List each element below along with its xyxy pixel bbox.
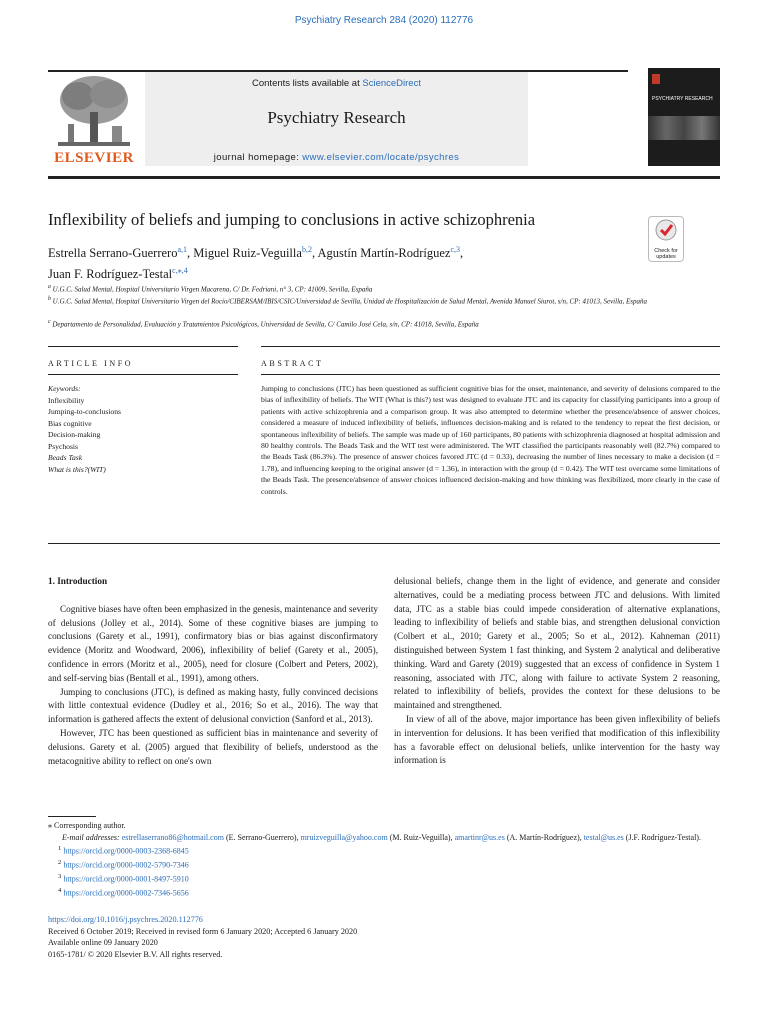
article-info-heading: ARTICLE INFO <box>48 359 134 368</box>
doi-link[interactable]: https://doi.org/10.1016/j.psychres.2020.112776 <box>48 915 203 924</box>
keyword: Decision-making <box>48 430 101 439</box>
abstract-rule <box>261 346 720 347</box>
abstract-subrule <box>261 374 720 375</box>
online-date: Available online 09 January 2020 <box>48 938 158 947</box>
body-top-rule <box>48 543 720 544</box>
copyright: 0165-1781/ © 2020 Elsevier B.V. All rights reserved. <box>48 949 223 959</box>
abstract-heading: ABSTRACT <box>261 359 324 368</box>
body-right-column <box>394 575 720 768</box>
author[interactable]: Miguel Ruiz-Veguilla$^{b,2}$ <box>193 245 312 261</box>
article-info-subrule <box>48 374 238 375</box>
keywords-block <box>48 383 228 475</box>
footnotes: ⁎ Corresponding author. E-mail addresses: estrellaserrano86@hotmail.com (E. Serrano-Guerrero), mruizveguilla@yahoo.com (M. Ruiz-Veguilla), amartinr@us.es (A. Martín-Rodríguez), testal@us.es (J.F. Rodríguez-Testal). $^1$ https://orcid.org/0000-0003-2368-6845 $^2$ https://orcid.org/0000-0002-5790-7346 $^3$ https://orcid.org/0000-0001-8497-5910 $^4$ https://orcid.org/0000-0002-7346-5656 <box>48 820 720 900</box>
orcid-link[interactable]: https://orcid.org/0000-0003-2368-6845 <box>63 846 189 856</box>
header-bottom-rule <box>48 176 720 179</box>
abstract-text: Jumping to conclusions (JTC) has been questioned as sufficient cognitive bias for the onset, maintenance, and severity of delusions compared to the bias of inflexibility of beliefs. The WIT (What is this?) test was designed to evaluate JTC and its capacity for classifying participants into a group of patients with active schizophrenia and a comparison group. It was also attempted to determine whether the presence/absence of answer choices, considered a measure of induced inflexibility of beliefs, influences decision-making and is related to the tendency to repeat the first decision, or spontaneous inflexibility of beliefs. The sample was made up of 160 participants, 80 patients with schizophrenia diagnosed at hospital admission and 80 healthy controls. The Beads Task and the WIT test were administered. The WIT classified the participants reasonably well (82.7%) compared to the Beads Task (86.3%). The presence of answer choices favored JTC (d = 0.33), decreasing the number of lines necessary to make a decision (d = 1.78), and influencing keeping to the original answer (d = 1.36), in interaction with the group (d = 0.42). The WIT test overcame some limitations of the Beads Task. The presence/absence of answer choices influenced decision-making and how thinking was flexibilized, more clearly in the case of controls. <box>261 384 720 496</box>
email-link[interactable]: amartinr@us.es <box>454 832 505 842</box>
body-paragraph: However, JTC has been questioned as sufficient bias in maintenance and severity of delusions. Garety et al. (2005) argued that flexibility of beliefs, understood as the metacognitive ability to reflect on one's own <box>48 727 378 766</box>
orcid-note: $^3$ https://orcid.org/0000-0001-8497-5910 <box>58 873 189 884</box>
homepage-prefix: journal homepage: <box>213 152 303 163</box>
author[interactable]: Juan F. Rodríguez-Testal$^{c,⁎,4}$ <box>48 266 188 282</box>
cover-title: PSYCHIATRY RESEARCH <box>652 96 713 102</box>
article-info-rule <box>48 346 238 347</box>
keyword: Jumping-to-conclusions <box>48 407 121 416</box>
journal-reference[interactable]: Psychiatry Research 284 (2020) 112776 <box>294 15 474 26</box>
received-dates: Received 6 October 2019; Received in revised form 6 January 2020; Accepted 6 January 2020 <box>48 926 358 936</box>
footnote-rule <box>48 816 96 817</box>
email-label: E-mail addresses: <box>62 832 122 842</box>
email-link[interactable]: testal@us.es <box>583 832 624 842</box>
body-left-column <box>48 575 378 768</box>
email-link[interactable]: estrellaserrano86@hotmail.com <box>121 832 224 842</box>
affiliation: $^b$ U.G.C. Salud Mental, Hospital Universitario Virgen del Rocío/CIBERSAM/IBIS/CSIC/Universidad de Sevilla, Unidad de Hospitalización de Salud Mental, Avenida Manuel Siurot, s/n, CP: 41013, Sevilla, España <box>48 296 648 306</box>
keywords-label: Keywords: <box>48 384 81 393</box>
contents-line <box>145 78 528 89</box>
orcid-link[interactable]: https://orcid.org/0000-0001-8497-5910 <box>63 874 189 884</box>
orcid-note: $^1$ https://orcid.org/0000-0003-2368-6845 <box>58 845 189 856</box>
journal-cover-thumbnail[interactable] <box>648 68 720 166</box>
orcid-note: $^2$ https://orcid.org/0000-0002-5790-7346 <box>58 859 189 870</box>
keyword: Beads Task <box>48 453 83 462</box>
sciencedirect-link[interactable]: ScienceDirect <box>362 78 421 89</box>
keyword: Psychosis <box>48 441 78 451</box>
article-title: Inflexibility of beliefs and jumping to conclusions in active schizophrenia <box>48 210 536 229</box>
body-paragraph: delusional beliefs, change them in the light of evidence, and generate and consider alternatives, could be a mediating process between JTC and delusions. With limited data, JTC as a stable bias could impede consideration of alternative explanations, leading to inflexibility of beliefs and stable bias, and strengthen delusional conviction (Colbert et al., 2010; Garety et al., 2005; So et al., 2012). Kahneman (2011) distinguished between System 1 fast thinking, and System 2 analytical and deliberative thinking. Ward and Garety (2019) suggested that an excess of confidence in System 1 reasoning, associated with JTC, along with failure to activate System 2 reasoning, related to inflexibility of beliefs, provides the context for these delusions to be maintained and strengthened. <box>394 576 720 711</box>
author[interactable]: Estrella Serrano-Guerrero$^{a,1}$ <box>48 245 188 261</box>
journal-name: Psychiatry Research <box>267 108 406 127</box>
body-paragraph: Jumping to conclusions (JTC), is defined as making hasty, fully convinced decisions with little contextual evidence (Dudley et al., 2016; So et al., 2016). The way that information is gathered affects the extent of delusional conviction (Sanford et al., 2013). <box>48 686 378 725</box>
keyword: Inflexibility <box>48 395 85 405</box>
corresponding-note: ⁎ Corresponding author. <box>48 821 126 830</box>
keyword: Bias cognitive <box>48 418 92 428</box>
orcid-note: $^4$ https://orcid.org/0000-0002-7346-5656 <box>58 887 189 899</box>
homepage-link[interactable]: www.elsevier.com/locate/psychres <box>302 152 460 163</box>
crossmark-label: Check for updates <box>654 248 678 260</box>
body-paragraph: In view of all of the above, major importance has been given inflexibility of beliefs in intervention for delusions. It has been verified that modification of this inflexibility has a favorable effect on delusional beliefs, unlike intervention for the hasty way information is <box>394 713 720 766</box>
journal-homepage <box>145 152 528 163</box>
crossmark-icon <box>649 217 683 243</box>
article-footer <box>48 914 720 960</box>
orcid-link[interactable]: https://orcid.org/0000-0002-5790-7346 <box>63 860 189 870</box>
author-list: Estrella Serrano-Guerrero$^{a,1}$, Miguel Ruiz-Veguilla$^{b,2}$, Agustín Martín-Rodríguez$^{c,3}$, Juan F. Rodríguez-Testal$^{c,⁎,4}$ <box>48 245 464 282</box>
body-paragraph: Cognitive biases have often been emphasized in the genesis, maintenance and severity of delusions (Jolley et al., 2014). Some of these cognitive biases are jumping to conclusions (Garety et al., 1991), confirmatory bias or bias against disconfirmatory evidence (Moritz and Woodward, 2006), inflexibility of belief (Garety et al., 2005), confidence in errors (Moritz et al., 2005), need for closure (Colbert and Peters, 2002), and self-serving bias (Bentall et al., 1991), among others. <box>48 603 378 683</box>
section-heading: 1. Introduction <box>48 576 108 586</box>
keyword: What is this?(WIT) <box>48 464 106 474</box>
contents-prefix: Contents lists available at <box>252 78 363 89</box>
affiliation: $^a$ U.G.C. Salud Mental, Hospital Universitario Virgen Macarena, C/ Dr. Fedriani, n° 3, CP: 41009, Sevilla, España <box>48 284 373 294</box>
orcid-link[interactable]: https://orcid.org/0000-0002-7346-5656 <box>63 889 189 899</box>
affiliation: $^c$ Departamento de Personalidad, Evaluación y Tratamientos Psicológicos, Universidad de Sevilla, C/ Camilo José Cela, s/n, CP: 41018, Sevilla, España <box>48 319 479 329</box>
author[interactable]: Agustín Martín-Rodríguez$^{c,3}$ <box>317 245 461 261</box>
email-link[interactable]: mruizveguilla@yahoo.com <box>300 832 388 842</box>
crossmark-badge[interactable] <box>648 216 684 262</box>
elsevier-wordmark: ELSEVIER <box>54 150 134 166</box>
